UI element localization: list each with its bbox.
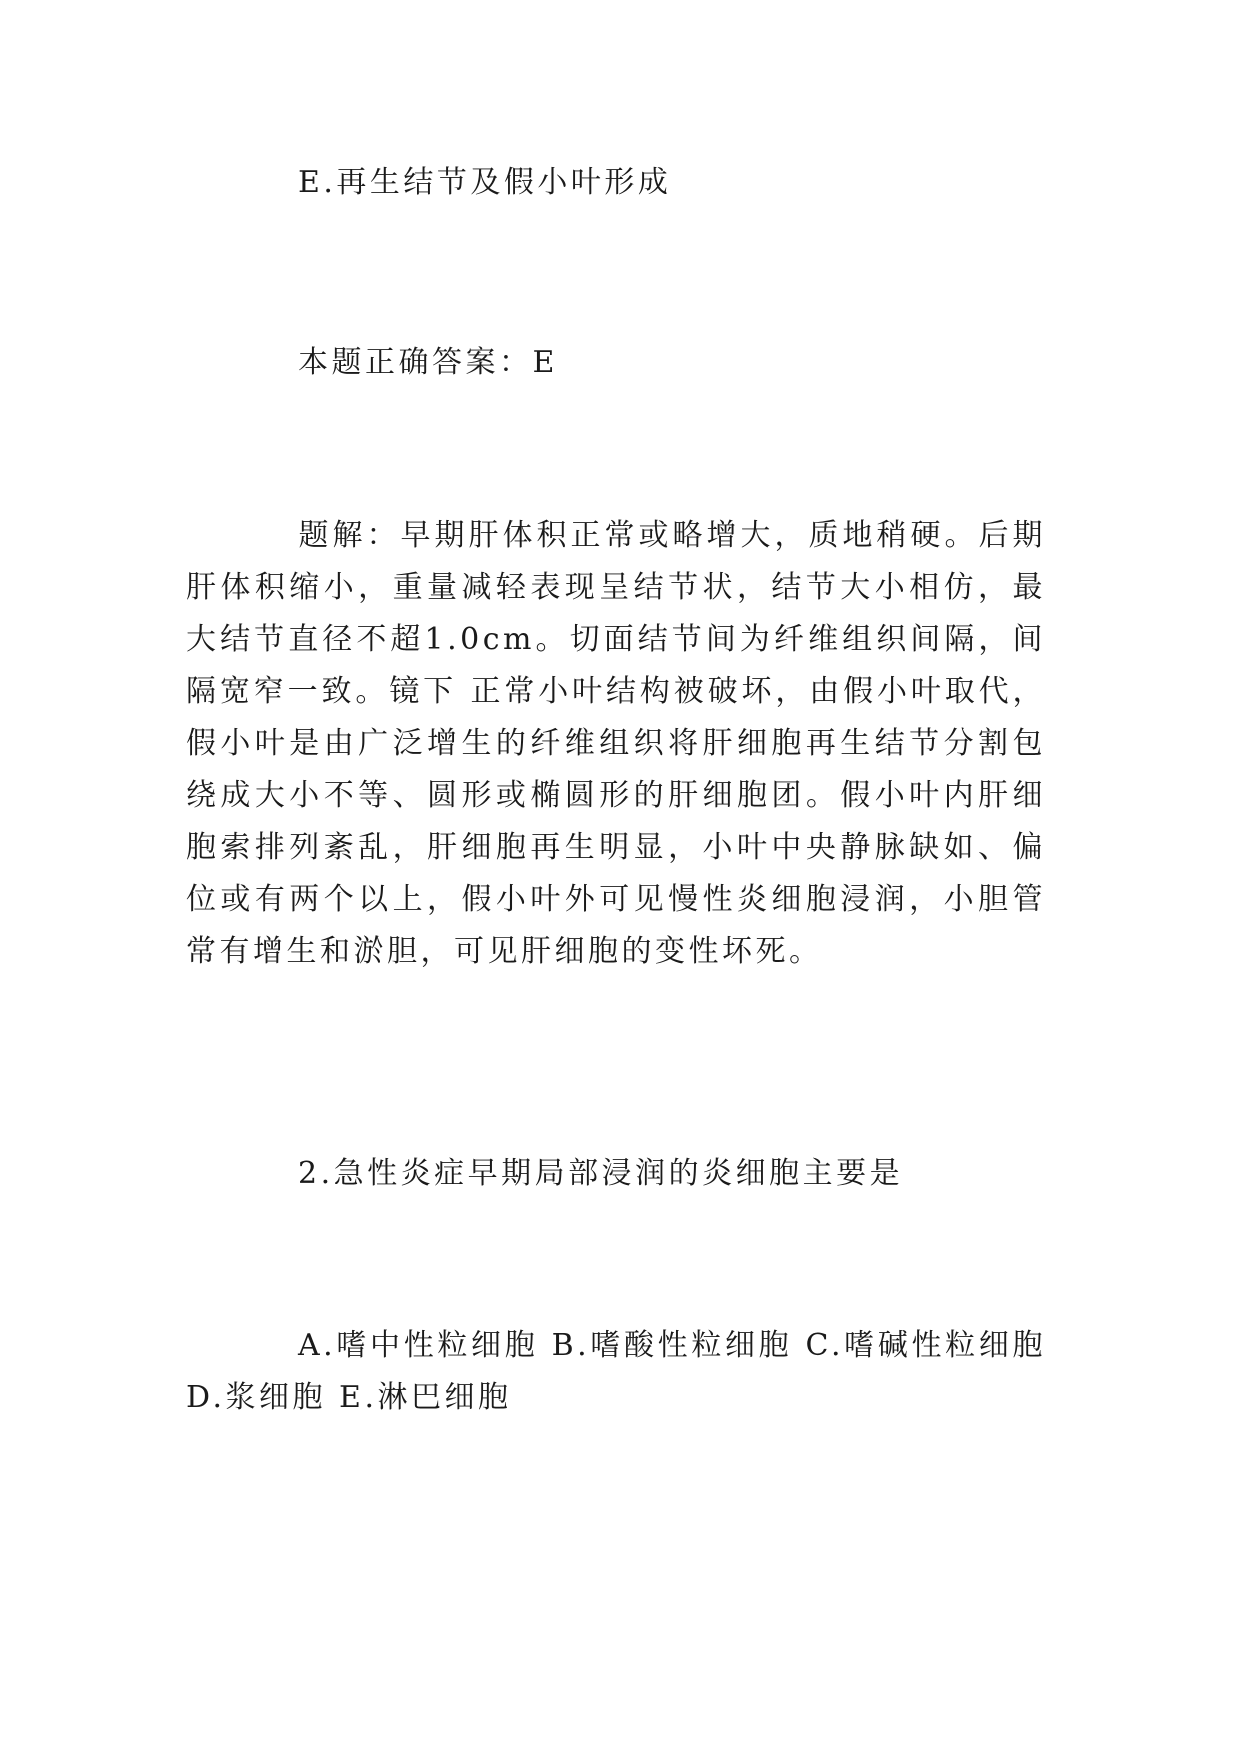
option-e-text: E.再生结节及假小叶形成 bbox=[298, 165, 672, 200]
question-2-paragraph bbox=[186, 1148, 1046, 1200]
answer-paragraph bbox=[186, 337, 1046, 389]
question-2-text: 2.急性炎症早期局部浸润的炎细胞主要是 bbox=[298, 1156, 904, 1191]
explanation-paragraph bbox=[186, 510, 1046, 978]
option-e-paragraph bbox=[186, 157, 1046, 209]
explanation-text: 题解：早期肝体积正常或略增大，质地稍硬。后期肝体积缩小，重量减轻表现呈结节状，结节大小相仿，最大结节直径不超1.0cm。切面结节间为纤维组织间隔，间隔宽窄一致。镜下 正常小叶结构被破坏，由假小叶取代，假小叶是由广泛增生的纤维组织将肝细胞再生结节分割包绕成大小不等、圆形或椭圆形的肝细胞团。假小叶内肝细胞索排列紊乱，肝细胞再生明显，小叶中央静脉缺如、偏位或有两个以上，假小叶外可见慢性炎细胞浸润，小胆管常有增生和淤胆，可见肝细胞的变性坏死。 bbox=[186, 518, 1046, 969]
question-2-options-text: A.嗜中性粒细胞 B.嗜酸性粒细胞 C.嗜碱性粒细胞 D.浆细胞 E.淋巴细胞 bbox=[186, 1328, 1046, 1415]
answer-text: 本题正确答案：E bbox=[298, 345, 558, 380]
question-2-options-paragraph bbox=[186, 1320, 1046, 1424]
